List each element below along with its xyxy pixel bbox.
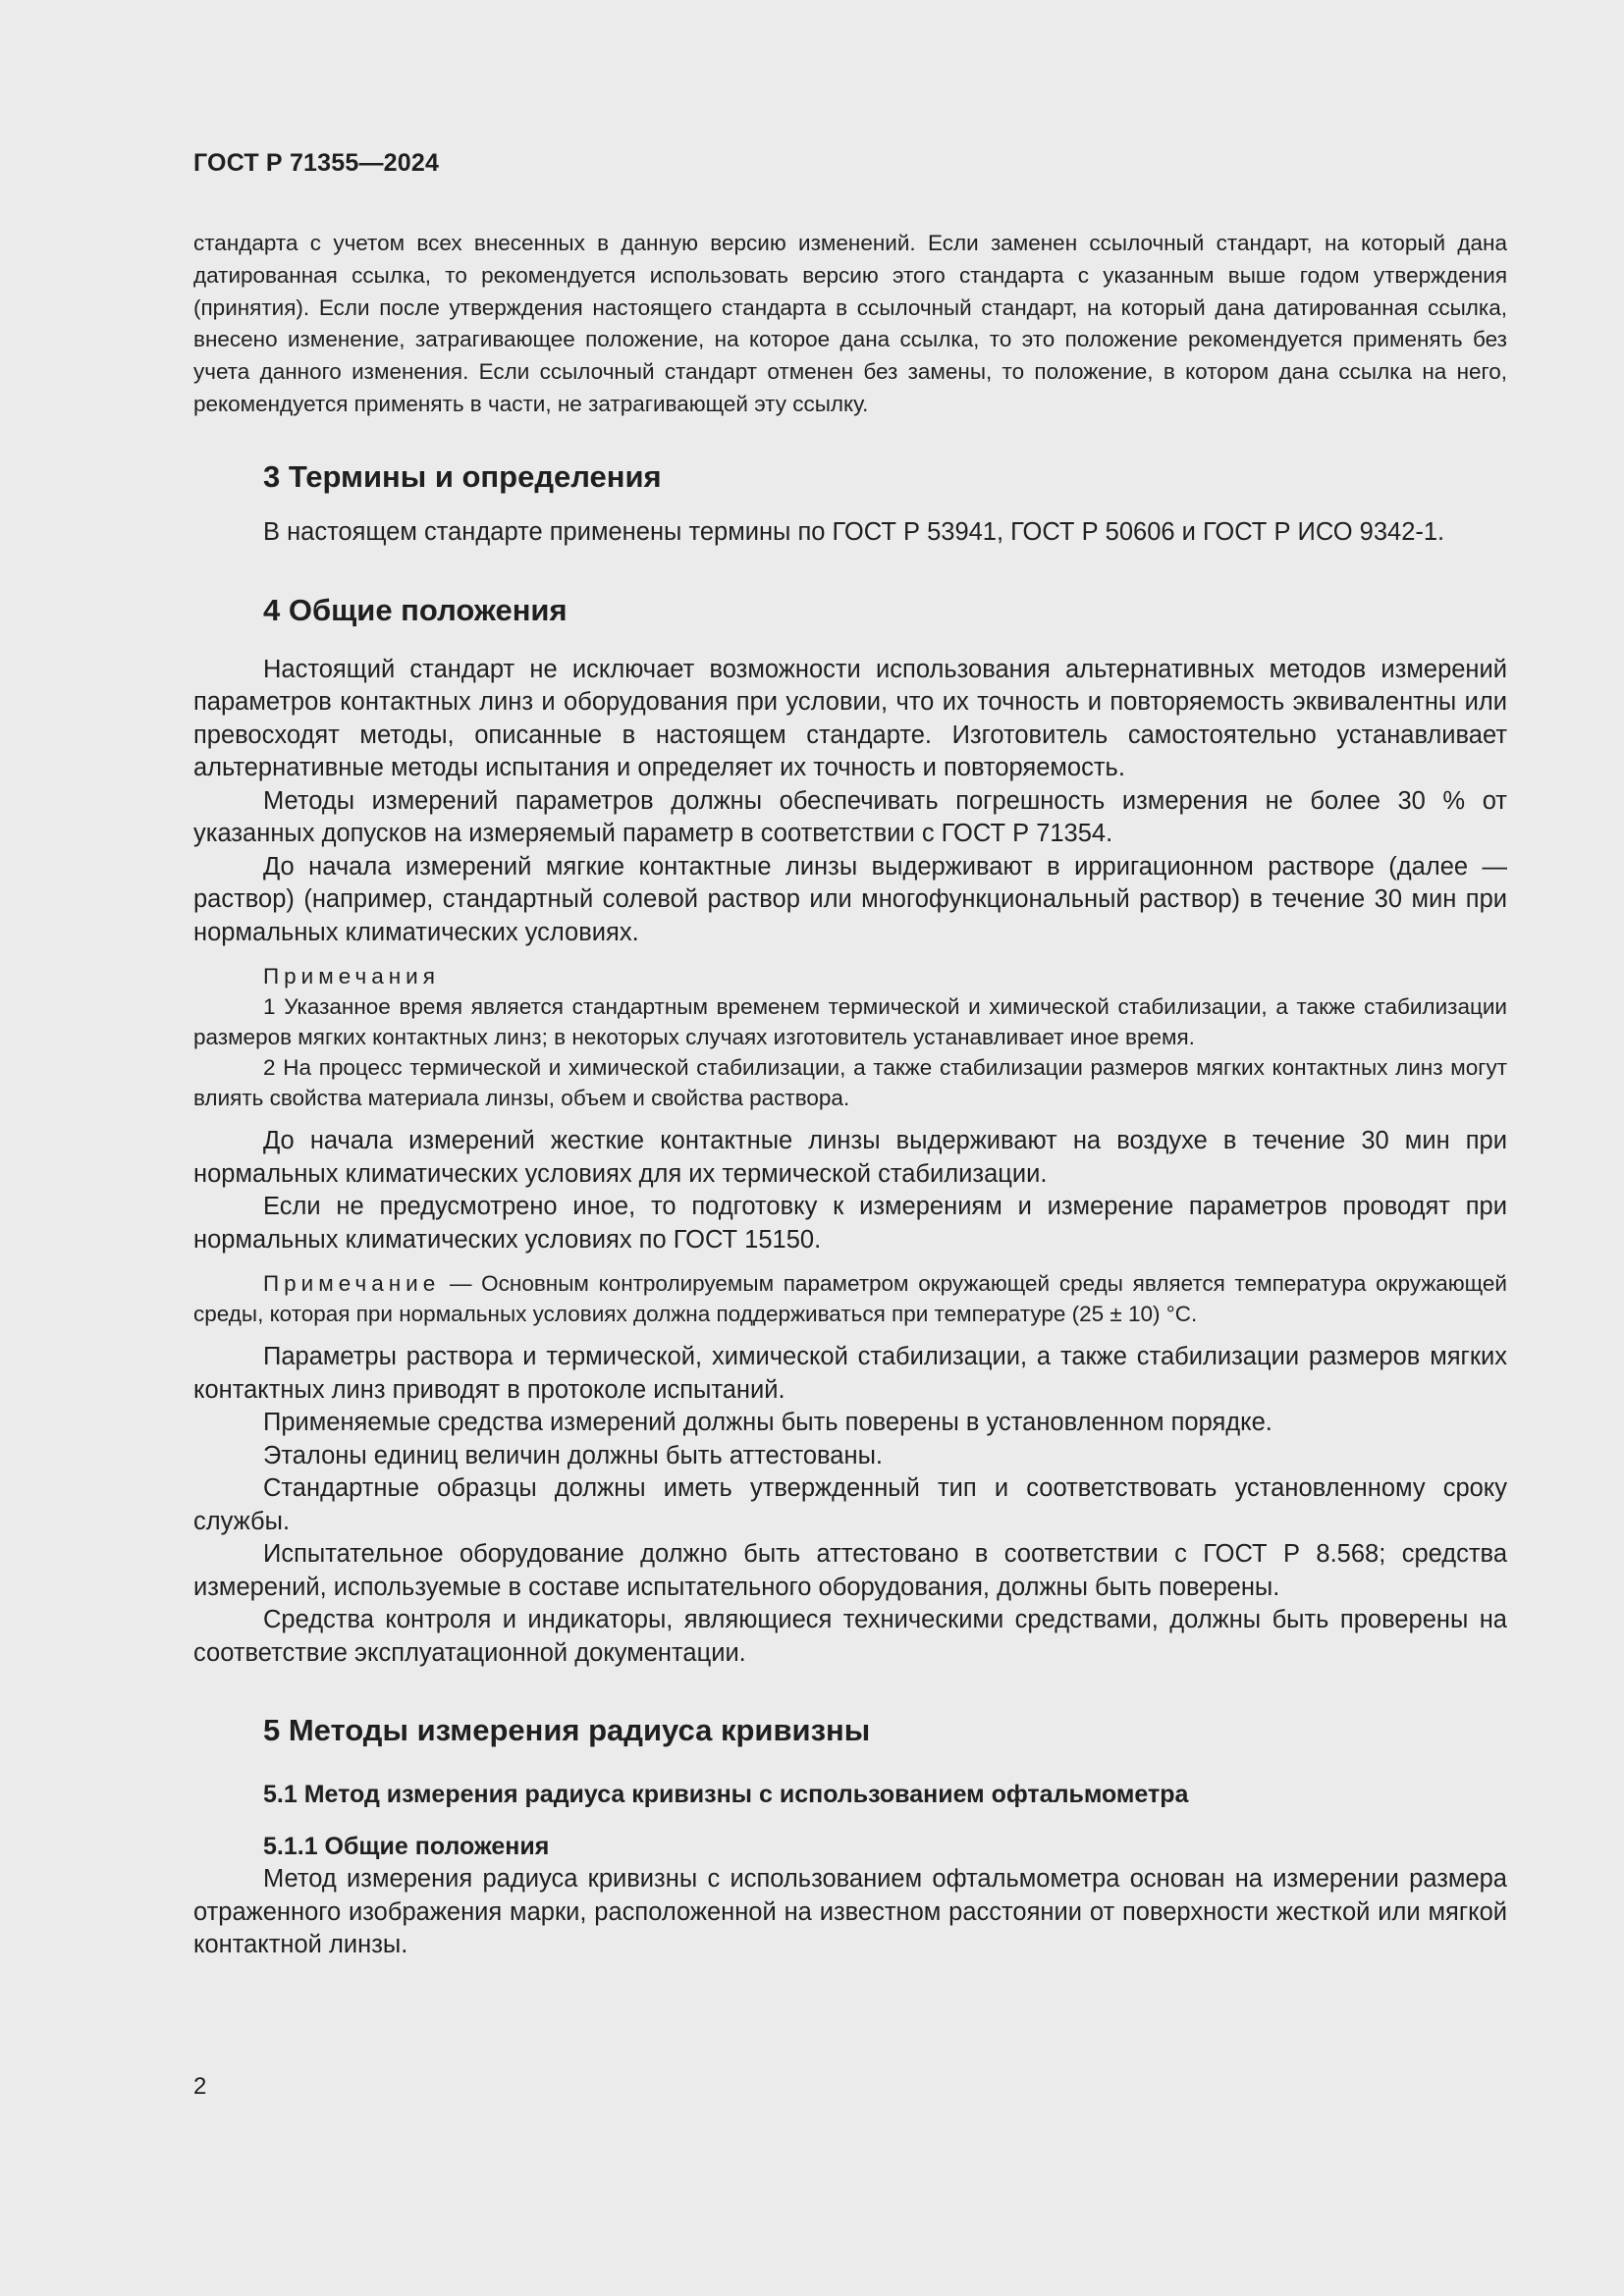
section-4-paragraph: Испытательное оборудование должно быть аттестовано в соответствии с ГОСТ Р 8.568; средства измерений, используемые в составе испытательного оборудования, должны быть поверены. — [193, 1540, 1507, 1601]
document-header: ГОСТ Р 71355—2024 — [193, 149, 440, 177]
section-3-text: В настоящем стандарте применены термины по ГОСТ Р 53941, ГОСТ Р 50606 и ГОСТ Р ИСО 9342-1. — [263, 518, 1445, 546]
subsection-5-1-1-title: 5.1.1 Общие положения — [263, 1833, 550, 1860]
section-5-title: 5 Методы измерения радиуса кривизны — [263, 1713, 871, 1747]
section-3-title: 3 Термины и определения — [263, 459, 662, 494]
section-4-paragraph: Методы измерений параметров должны обеспечивать погрешность измерения не более 30 % от указанных допусков на измеряемый параметр в соответствии с ГОСТ Р 71354. — [193, 786, 1507, 847]
section-4-paragraph: Применяемые средства измерений должны быть поверены в установленном порядке. — [263, 1409, 1272, 1436]
note-label: Примечание — [263, 1271, 441, 1296]
subsection-5-1-title: 5.1 Метод измерения радиуса кривизны с использованием офтальмометра — [263, 1781, 1189, 1808]
document-page — [193, 0, 1507, 2296]
section-4-paragraph: Средства контроля и индикаторы, являющиеся техническими средствами, должны быть проверены на соответствие эксплуатационной документации. — [193, 1606, 1507, 1667]
section-4-paragraph: До начала измерений мягкие контактные линзы выдерживают в ирригационном растворе (далее — раствор) (например, стандартный солевой раствор или многофункциональный раствор) в течение 30 мин при нормальных климатических условиях. — [193, 852, 1507, 946]
note-text: — Основным контролируемым параметром окружающей среды является температура окружающей среды, которая при нормальных условиях должна поддерживаться при температуре (25 ± 10) °С. — [193, 1271, 1507, 1326]
main-content — [193, 457, 1507, 1962]
note-item: 2 На процесс термической и химической стабилизации, а также стабилизации размеров мягких контактных линз могут влиять свойства материала линзы, объем и свойства раствора. — [193, 1055, 1507, 1110]
section-4-title: 4 Общие положения — [263, 592, 568, 627]
section-4-paragraph: Настоящий стандарт не исключает возможности использования альтернативных методов измерений параметров контактных линз и оборудования при условии, что их точность и повторяемость эквивалентны или превосходят методы, описанные в настоящем стандарте. Изготовитель самостоятельно устанавливает альтернативные методы испытания и определяет их точность и повторяемость. — [193, 655, 1507, 781]
single-note — [193, 1268, 1507, 1329]
section-4-paragraph: Эталоны единиц величин должны быть аттестованы. — [263, 1441, 883, 1469]
note-item: 1 Указанное время является стандартным временем термической и химической стабилизации, а также стабилизации размеров мягких контактных линз; в некоторых случаях изготовитель устанавливает иное время. — [193, 994, 1507, 1049]
section-4-paragraph: До начала измерений жесткие контактные линзы выдерживают на воздухе в течение 30 мин при нормальных климатических условиях для их термической стабилизации. — [193, 1127, 1507, 1188]
subsection-5-1-1-text: Метод измерения радиуса кривизны с использованием офтальмометра основан на измерении размера отраженного изображения марки, расположенной на известном расстоянии от поверхности жесткой или мягкой контактной линзы. — [193, 1865, 1507, 1958]
section-4-paragraph: Параметры раствора и термической, химической стабилизации, а также стабилизации размеров мягких контактных линз приводят в протоколе испытаний. — [193, 1343, 1507, 1404]
section-4-paragraph: Стандартные образцы должны иметь утвержденный тип и соответствовать установленному сроку службы. — [193, 1474, 1507, 1535]
notes-title: Примечания — [263, 964, 440, 988]
intro-paragraph: стандарта с учетом всех внесенных в данную версию изменений. Если заменен ссылочный стандарт, на который дана датированная ссылка, то рекомендуется использовать версию этого стандарта с указанным выше годом утверждения (принятия). Если после утверждения настоящего стандарта в ссылочный стандарт, на который дана датированная ссылка, внесено изменение, затрагивающее положение, на которое дана ссылка, то это положение рекомендуется применять без учета данного изменения. Если ссылочный стандарт отменен без замены, то положение, в котором дана ссылка на него, рекомендуется применять в части, не затрагивающей эту ссылку. — [193, 231, 1507, 416]
section-4-paragraph: Если не предусмотрено иное, то подготовку к измерениям и измерение параметров проводят при нормальных климатических условиях по ГОСТ 15150. — [193, 1193, 1507, 1254]
page-number: 2 — [193, 2073, 207, 2100]
